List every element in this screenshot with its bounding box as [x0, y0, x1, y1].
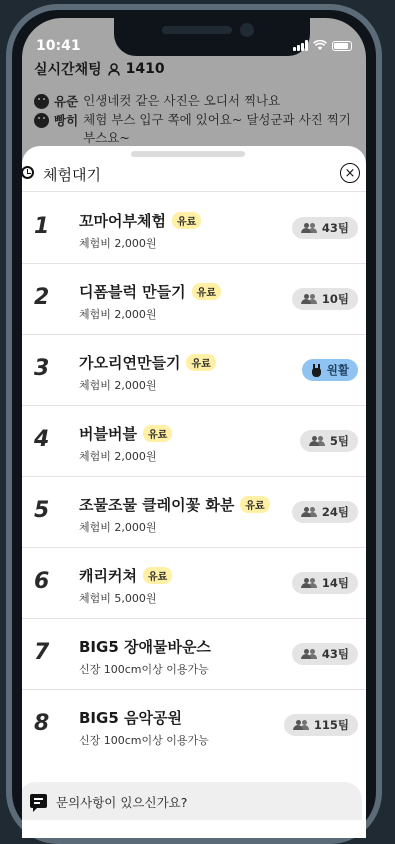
waitlist-row[interactable] — [22, 618, 366, 689]
row-name: BIG5 장애물바운스 — [79, 638, 211, 656]
wait-status-badge — [284, 714, 358, 736]
row-subtitle: 신장 100cm이상 이용가능 — [79, 734, 209, 747]
row-name: 조물조물 클레이꽃 화분 — [79, 496, 235, 514]
waitlist-row[interactable] — [22, 263, 366, 334]
people-icon — [293, 720, 309, 730]
inquiry-bar[interactable] — [22, 782, 362, 820]
row-number: 3 — [34, 356, 50, 381]
row-number: 7 — [34, 640, 50, 665]
paid-badge: 유료 — [186, 354, 215, 371]
people-icon — [301, 294, 317, 304]
row-number: 4 — [34, 427, 50, 452]
waitlist-row[interactable] — [22, 547, 366, 618]
camera — [240, 23, 254, 37]
wait-status-badge — [292, 288, 358, 310]
wait-status-badge — [300, 430, 358, 452]
hand-icon — [311, 364, 322, 377]
chat-message — [34, 92, 354, 110]
paid-badge: 유료 — [143, 567, 172, 584]
row-subtitle: 체험비 2,000원 — [79, 237, 157, 250]
chat-text: 체험 부스 입구 쪽에 있어요~ 달성군과 사진 찍기 부스요~ — [83, 112, 351, 145]
people-icon — [301, 507, 317, 517]
row-name: 버블버블 — [79, 425, 137, 443]
waitlist-row[interactable] — [22, 689, 366, 760]
row-name-line — [79, 210, 201, 231]
row-name: BIG5 음악공원 — [79, 709, 182, 727]
signal-icon — [293, 40, 308, 51]
speaker — [162, 26, 232, 34]
row-number: 2 — [34, 285, 50, 310]
waitlist-row[interactable] — [22, 405, 366, 476]
row-name: 디폼블럭 만들기 — [79, 283, 186, 301]
wait-status-text: 5팀 — [329, 434, 349, 448]
wait-status-badge — [292, 643, 358, 665]
row-name-line — [79, 352, 216, 373]
wait-status-badge — [302, 359, 358, 381]
person-icon — [108, 63, 120, 76]
row-number: 8 — [34, 711, 50, 736]
wait-status-badge — [292, 572, 358, 594]
close-button[interactable]: × — [340, 163, 360, 183]
status-time: 10:41 — [36, 38, 81, 54]
row-name-line — [79, 636, 211, 657]
wifi-icon — [313, 40, 327, 51]
row-name-line — [79, 281, 221, 302]
row-name-line — [79, 423, 172, 444]
wait-status-text: 10팀 — [321, 292, 349, 306]
waitlist-row[interactable] — [22, 192, 366, 263]
row-name: 꼬마어부체험 — [79, 212, 166, 230]
paid-badge: 유료 — [192, 283, 221, 300]
row-subtitle: 신장 100cm이상 이용가능 — [79, 663, 209, 676]
row-number: 6 — [34, 569, 50, 594]
row-name-line — [79, 494, 270, 515]
row-subtitle: 체험비 2,000원 — [79, 379, 157, 392]
notch — [114, 18, 310, 56]
row-name: 가오리연만들기 — [79, 354, 181, 372]
wait-status-text: 원활 — [326, 363, 349, 377]
row-number: 1 — [34, 214, 50, 239]
chat-header — [34, 59, 165, 79]
sheet-header — [22, 160, 366, 190]
chat-text: 인생네컷 같은 사진은 오디서 찍나요 — [83, 93, 281, 108]
chat-title: 실시간채팅 — [34, 62, 102, 78]
status-icons — [293, 40, 352, 51]
chat-bubble-icon — [30, 794, 47, 808]
viewer-count: 1410 — [125, 61, 165, 77]
waitlist-row[interactable] — [22, 334, 366, 405]
row-subtitle: 체험비 5,000원 — [79, 592, 157, 605]
battery-icon — [332, 41, 352, 51]
wait-status-badge — [292, 501, 358, 523]
wait-status-text: 43팀 — [321, 647, 349, 661]
row-number: 5 — [34, 498, 50, 523]
sheet-grabber[interactable] — [131, 151, 245, 157]
paid-badge: 유료 — [240, 496, 269, 513]
people-icon — [301, 578, 317, 588]
row-name-line — [79, 707, 182, 728]
wait-status-text: 24팀 — [321, 505, 349, 519]
clock-icon — [22, 166, 34, 179]
smile-icon — [34, 94, 49, 109]
wait-status-text: 14팀 — [321, 576, 349, 590]
chat-nick: 유준 — [54, 94, 79, 109]
phone-screen — [22, 18, 366, 838]
people-icon — [301, 223, 317, 233]
wait-status-badge — [292, 217, 358, 239]
chat-message — [34, 111, 354, 147]
inquiry-text: 문의사항이 있으신가요? — [56, 795, 188, 810]
paid-badge: 유료 — [143, 425, 172, 442]
sheet-title: 체험대기 — [43, 166, 101, 184]
wait-status-text: 43팀 — [321, 221, 349, 235]
paid-badge: 유료 — [172, 212, 201, 229]
row-subtitle: 체험비 2,000원 — [79, 308, 157, 321]
row-subtitle: 체험비 2,000원 — [79, 521, 157, 534]
waitlist-row[interactable] — [22, 476, 366, 547]
wait-status-text: 115팀 — [313, 718, 349, 732]
row-subtitle: 체험비 2,000원 — [79, 450, 157, 463]
row-name: 캐리커쳐 — [79, 567, 137, 585]
chat-nick: 빵히 — [54, 113, 79, 128]
waitlist-sheet — [22, 146, 366, 838]
people-icon — [301, 649, 317, 659]
row-name-line — [79, 565, 172, 586]
smile-icon — [34, 113, 49, 128]
people-icon — [309, 436, 325, 446]
